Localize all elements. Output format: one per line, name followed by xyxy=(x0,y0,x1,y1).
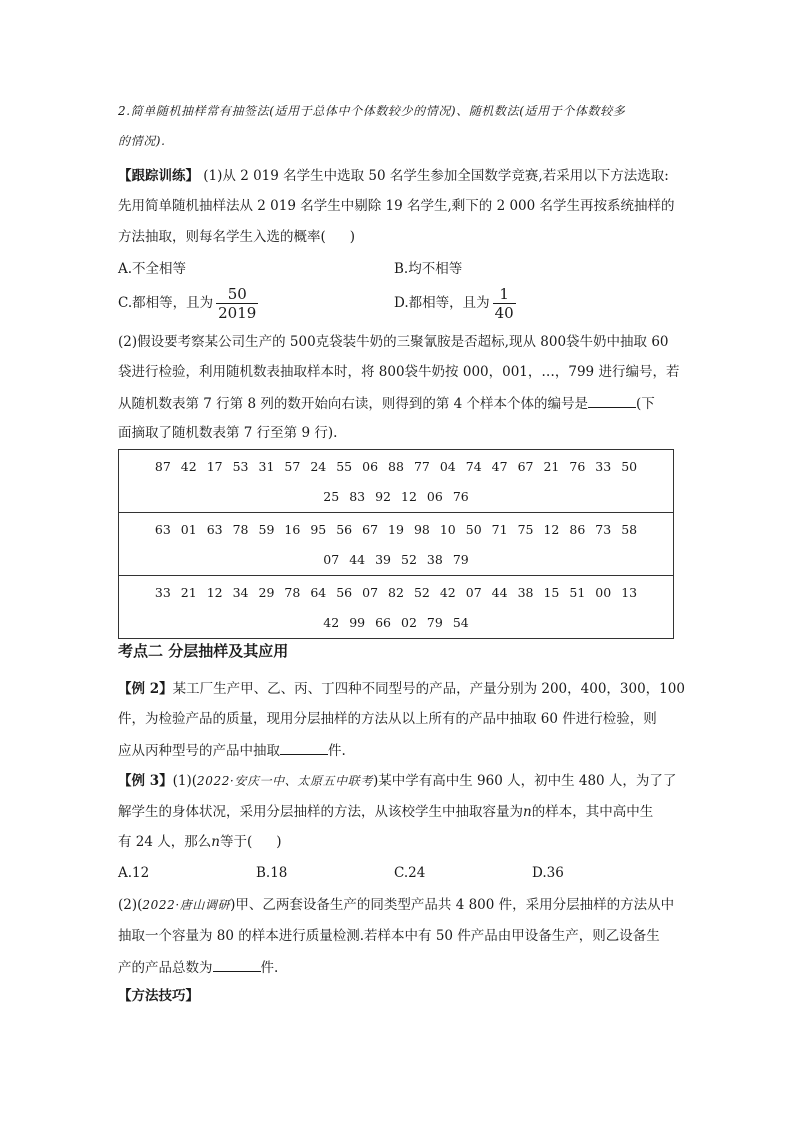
answer-blank xyxy=(280,740,328,755)
track-q2-text-3b: (下 xyxy=(636,396,655,412)
track-tag: 【跟踪训练】 xyxy=(118,168,199,184)
random-number: 64 xyxy=(310,585,327,600)
ex3-option-b: B.18 xyxy=(256,865,288,881)
track-q2-line-1: (2)假设要考察某公司生产的 500克袋装牛奶的三聚氰胺是否超标,现从 800袋牛奶中抽取 60 xyxy=(118,334,669,350)
table-cell xyxy=(119,513,674,576)
random-number: 74 xyxy=(465,459,482,474)
ex2-line-1 xyxy=(118,679,685,699)
random-number: 83 xyxy=(349,489,366,504)
random-number: 82 xyxy=(388,585,404,600)
random-number: 63 xyxy=(154,522,171,537)
ex3-line-3 xyxy=(118,832,282,852)
random-number: 38 xyxy=(517,585,534,600)
random-number: 56 xyxy=(336,522,353,537)
random-number: 10 xyxy=(439,522,456,537)
ex3-line-1 xyxy=(118,771,676,791)
ex2-line-3 xyxy=(118,740,346,761)
random-number: 06 xyxy=(362,459,379,474)
random-number: 44 xyxy=(491,585,508,600)
random-number: 51 xyxy=(569,585,586,600)
random-number: 12 xyxy=(543,522,560,537)
random-number: 95 xyxy=(310,522,327,537)
table-row xyxy=(119,450,674,513)
ex2-line-2: 件，为检验产品的质量，现用分层抽样的方法从以上所有的产品中抽取 60 件进行检验，则 xyxy=(118,711,657,727)
ex3-line-2 xyxy=(118,802,653,822)
table-cell xyxy=(119,450,674,513)
random-number: 34 xyxy=(232,585,249,600)
random-number: 29 xyxy=(258,585,275,600)
random-number: 42 xyxy=(323,615,340,630)
random-number: 79 xyxy=(426,615,443,630)
ex3-q2-line-2: 抽取一个容量为 80 的样本进行质量检测.若样本中有 50 件产品由甲设备生产，则乙设备生 xyxy=(118,928,660,944)
ex3-text-2a: 解学生的身体状况，采用分层抽样的方法，从该校学生中抽取容量为 xyxy=(118,804,523,820)
random-number: 31 xyxy=(258,459,275,474)
random-number: 71 xyxy=(491,522,508,537)
rn-line-2-2 xyxy=(119,615,673,631)
track-option-d-text: D.都相等，且为 xyxy=(394,295,490,311)
random-number: 33 xyxy=(595,459,612,474)
random-number: 63 xyxy=(206,522,223,537)
ex2-text-3: 应从丙种型号的产品中抽取 xyxy=(118,743,280,759)
track-option-d xyxy=(394,285,516,322)
random-number: 15 xyxy=(543,585,560,600)
rn-line-0-1 xyxy=(119,459,673,475)
track-option-c xyxy=(118,285,258,322)
table-row xyxy=(119,513,674,576)
track-q1-text-3: 方法抽取，则每名学生入选的概率( xyxy=(118,229,326,245)
ex2-tag: 【例 2】 xyxy=(118,681,173,697)
random-number: 39 xyxy=(375,552,391,567)
rn-line-1-1 xyxy=(119,522,673,538)
ex3-option-c: C.24 xyxy=(394,865,426,881)
fraction-denominator: 2019 xyxy=(218,304,257,322)
ex3-q2-text-1a: (2)( xyxy=(118,897,143,913)
random-number: 00 xyxy=(595,585,612,600)
track-q1-text-1: (1)从 2 019 名学生中选取 50 名学生参加全国数学竞赛,若采用以下方法选取: xyxy=(199,168,669,184)
track-option-c-text: C.都相等，且为 xyxy=(118,295,214,311)
rn-line-0-2 xyxy=(119,489,673,505)
random-number: 55 xyxy=(336,459,353,474)
ex3-option-d: D.36 xyxy=(532,865,564,881)
fraction-numerator: 1 xyxy=(493,285,516,304)
random-number: 12 xyxy=(206,585,223,600)
ex3-source: 2022·安庆一中、太原五中联考 xyxy=(196,774,373,788)
track-q1-line-1 xyxy=(118,166,669,186)
random-number: 57 xyxy=(284,459,301,474)
random-number: 98 xyxy=(413,522,430,537)
random-number: 78 xyxy=(232,522,249,537)
ex3-q2-text-3a: 产的产品总数为 xyxy=(118,960,213,976)
random-number: 67 xyxy=(517,459,534,474)
random-number: 42 xyxy=(180,459,197,474)
ex2-text-1: 某工厂生产甲、乙、丙、丁四种不同型号的产品，产量分别为 200，400，300，100 xyxy=(172,681,685,697)
track-q1-line-2: 先用简单随机抽样法从 2 019 名学生中剔除 19 名学生,剩下的 2 000 名学生再按系统抽样的 xyxy=(118,198,675,214)
ex3-option-a: A.12 xyxy=(118,865,150,881)
random-number: 21 xyxy=(543,459,560,474)
table-row xyxy=(119,576,674,639)
random-number: 16 xyxy=(284,522,301,537)
random-number: 99 xyxy=(349,615,366,630)
random-number: 59 xyxy=(258,522,275,537)
track-q2-line-4: 面摘取了随机数表第 7 行至第 9 行). xyxy=(118,425,338,441)
track-option-a: A.不全相等 xyxy=(118,261,187,277)
random-number: 21 xyxy=(180,585,197,600)
random-number: 75 xyxy=(517,522,534,537)
random-number: 02 xyxy=(401,615,417,630)
random-number: 42 xyxy=(439,585,456,600)
answer-blank xyxy=(213,957,261,972)
track-q1-line-3 xyxy=(118,227,355,247)
track-q2-text-3: 从随机数表第 7 行第 8 列的数开始向右读，则得到的第 4 个样本个体的编号是 xyxy=(118,396,589,412)
random-number: 01 xyxy=(180,522,197,537)
random-number: 77 xyxy=(413,459,430,474)
random-number: 07 xyxy=(465,585,482,600)
note-line-2: 的情况). xyxy=(118,134,166,148)
method-tag: 【方法技巧】 xyxy=(118,988,199,1004)
ex3-q2-text-1b: )甲、乙两套设备生产的同类型产品共 4 800 件，采用分层抽样的方法从中 xyxy=(230,897,675,913)
track-q2-line-2: 袋进行检验，利用随机数表抽取样本时，将 800袋牛奶按 000，001，…，799 进行编号，若 xyxy=(118,364,680,380)
ex3-tag: 【例 3】 xyxy=(118,773,173,789)
random-number: 78 xyxy=(284,585,301,600)
random-number: 06 xyxy=(426,489,443,504)
ex3-q2-text-3b: 件. xyxy=(260,960,279,976)
fraction-1-40 xyxy=(493,285,516,322)
random-number: 44 xyxy=(349,552,366,567)
random-number: 87 xyxy=(154,459,171,474)
random-number-table xyxy=(118,449,674,639)
random-number: 38 xyxy=(426,552,443,567)
ex3-text-3a: 有 24 人，那么 xyxy=(118,834,212,850)
track-q2-line-3 xyxy=(118,393,655,414)
track-option-b: B.均不相等 xyxy=(394,261,463,277)
random-number: 52 xyxy=(413,585,430,600)
random-number: 66 xyxy=(375,615,391,630)
random-number: 79 xyxy=(452,552,469,567)
ex3-q2-line-3 xyxy=(118,957,278,978)
random-number: 56 xyxy=(336,585,353,600)
random-number: 47 xyxy=(491,459,508,474)
random-number: 67 xyxy=(362,522,379,537)
random-number: 33 xyxy=(154,585,171,600)
random-number: 24 xyxy=(310,459,327,474)
fraction-50-2019 xyxy=(216,285,258,322)
random-number: 76 xyxy=(569,459,586,474)
ex3-q2-source: 2022·唐山调研 xyxy=(142,898,231,912)
random-number: 04 xyxy=(439,459,456,474)
random-number: 12 xyxy=(401,489,417,504)
random-number: 54 xyxy=(452,615,469,630)
answer-blank xyxy=(588,393,636,408)
random-number: 19 xyxy=(388,522,404,537)
random-number: 07 xyxy=(323,552,340,567)
track-q1-paren-close: ) xyxy=(349,229,356,245)
random-number: 58 xyxy=(621,522,638,537)
random-number: 76 xyxy=(452,489,469,504)
section-title: 考点二 分层抽样及其应用 xyxy=(118,642,289,660)
fraction-numerator: 50 xyxy=(216,285,258,304)
rn-line-1-2 xyxy=(119,552,673,568)
random-number: 52 xyxy=(401,552,417,567)
random-number: 88 xyxy=(388,459,404,474)
random-number: 25 xyxy=(323,489,340,504)
ex3-text-2b: 的样本，其中高中生 xyxy=(531,804,654,820)
ex3-text-1a: (1)( xyxy=(172,773,197,789)
random-number: 07 xyxy=(362,585,379,600)
ex3-var-n: n xyxy=(523,804,532,820)
ex2-text-3b: 件. xyxy=(328,743,346,759)
ex3-text-1b: )某中学有高中生 960 人，初中生 480 人，为了了 xyxy=(372,773,677,789)
ex3-var-n: n xyxy=(211,834,220,850)
note-line-1: 2.简单随机抽样常有抽签法(适用于总体中个体数较少的情况)、随机数法(适用于个体数较多 xyxy=(118,104,626,118)
ex3-q2-line-1 xyxy=(118,895,674,915)
random-number: 17 xyxy=(206,459,223,474)
random-number: 92 xyxy=(375,489,391,504)
rn-line-2-1 xyxy=(119,585,673,601)
random-number: 13 xyxy=(621,585,638,600)
random-number: 50 xyxy=(465,522,482,537)
table-cell xyxy=(119,576,674,639)
random-number: 73 xyxy=(595,522,612,537)
random-number: 53 xyxy=(232,459,249,474)
ex3-text-3b: 等于( xyxy=(219,834,253,850)
fraction-denominator: 40 xyxy=(494,304,514,322)
random-number: 50 xyxy=(621,459,638,474)
random-number: 86 xyxy=(569,522,586,537)
ex3-paren-close: ) xyxy=(276,834,282,850)
